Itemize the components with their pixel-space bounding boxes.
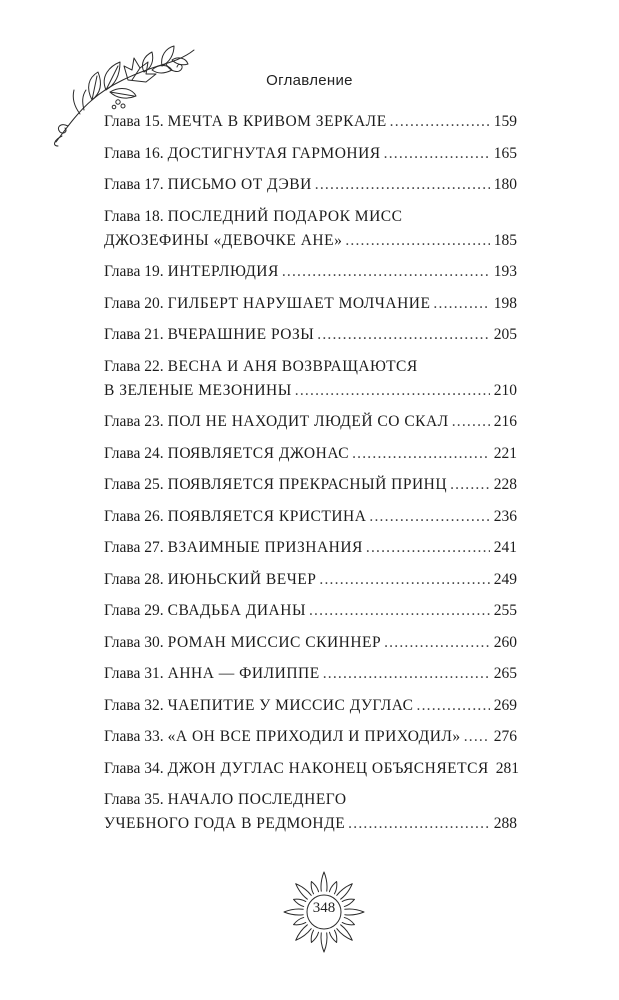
sun-ray	[321, 933, 327, 952]
chapter-label: Глава 31.	[104, 665, 164, 682]
chapter-title: ВЕСНА И АНЯ ВОЗВРАЩАЮТСЯ	[167, 357, 418, 375]
page-ref: 288	[493, 815, 517, 832]
chapter-title: НАЧАЛО ПОСЛЕДНЕГО	[167, 791, 347, 808]
sun-ray	[311, 882, 318, 894]
toc-entry-line	[104, 473, 517, 497]
sun-ray	[342, 917, 354, 924]
page-ref: 180	[493, 176, 517, 193]
dot-leader	[345, 229, 489, 253]
chapter-title: УЧЕБНОГО ГОДА В РЕДМОНДЕ	[104, 815, 346, 832]
toc-entry-line	[104, 355, 517, 379]
page-ref: 165	[493, 144, 517, 162]
toc-heading: Оглавление	[266, 72, 353, 89]
chapter-title: СВАДЬБА ДИАНЫ	[167, 602, 306, 619]
page-ref: 241	[493, 539, 517, 556]
toc-entry-line	[104, 292, 517, 316]
chapter-label: Глава 17.	[104, 176, 164, 193]
chapter-title: ПОЯВЛЯЕТСЯ ПРЕКРАСНЫЙ ПРИНЦ	[167, 476, 448, 493]
dot-leader	[282, 260, 490, 284]
dot-leader	[417, 694, 490, 718]
sun-ray	[294, 917, 306, 924]
chapter-title: ЧАЕПИТИЕ У МИССИС ДУГЛАС	[167, 696, 414, 714]
toc-entry-line	[104, 442, 517, 466]
toc-entry-line	[104, 788, 517, 812]
dot-leader	[452, 410, 490, 434]
toc-entry	[104, 173, 517, 197]
sun-ray	[329, 930, 336, 942]
toc-entry-line	[104, 260, 517, 284]
dot-leader	[384, 631, 490, 655]
toc-entry-line	[104, 173, 517, 197]
toc-entry	[104, 694, 517, 718]
dot-leader	[433, 292, 489, 316]
chapter-label: Глава 33.	[104, 728, 164, 745]
sun-ray	[337, 884, 352, 899]
dot-leader	[369, 505, 489, 529]
page-ref: 210	[493, 381, 517, 399]
chapter-label: Глава 27.	[104, 539, 164, 556]
chapter-title: ПОЛ НЕ НАХОДИТ ЛЮДЕЙ СО СКАЛ	[167, 413, 449, 430]
toc-entry-line	[104, 599, 517, 623]
page-ref: 228	[493, 476, 517, 493]
page-ref: 159	[493, 113, 517, 130]
toc-entry-line	[104, 229, 517, 253]
dot-leader	[384, 142, 490, 166]
toc-entry-line	[104, 110, 517, 134]
toc-entry	[104, 442, 517, 466]
page-ref: 249	[493, 570, 517, 588]
toc-entry-line	[104, 536, 517, 560]
toc-entry	[104, 355, 517, 403]
chapter-label: Глава 20.	[104, 294, 164, 312]
page-ref: 216	[493, 413, 517, 430]
dot-leader	[319, 568, 489, 592]
chapter-label: Глава 25.	[104, 476, 164, 493]
chapter-label: Глава 24.	[104, 444, 164, 462]
page-ref: 260	[493, 633, 517, 651]
chapter-label: Глава 21.	[104, 326, 164, 343]
chapter-title: В ЗЕЛЕНЫЕ МЕЗОНИНЫ	[104, 381, 292, 399]
toc-entry	[104, 323, 517, 347]
toc-entry-line	[104, 142, 517, 166]
dot-leader	[317, 323, 490, 347]
toc-entry-line	[104, 631, 517, 655]
chapter-label: Глава 34.	[104, 759, 164, 777]
chapter-title: ИНТЕРЛЮДИЯ	[167, 263, 279, 280]
page-ref: 269	[493, 696, 517, 714]
page-ref: 221	[493, 444, 517, 462]
table-of-contents	[104, 110, 520, 844]
chapter-label: Глава 32.	[104, 696, 164, 714]
chapter-title: ПОЯВЛЯЕТСЯ ДЖОНАС	[167, 444, 350, 462]
sun-ray	[296, 884, 311, 899]
toc-entry	[104, 110, 517, 134]
toc-entry-line	[104, 410, 517, 434]
page-ref: 236	[493, 507, 517, 525]
toc-entry	[104, 410, 517, 434]
toc-entry-line	[104, 505, 517, 529]
page-ref: 281	[495, 759, 520, 777]
sun-ray	[329, 882, 336, 894]
sun-ray	[321, 872, 327, 891]
dot-leader	[309, 599, 490, 623]
toc-entry	[104, 142, 517, 166]
sun-ray	[296, 925, 311, 940]
chapter-label: Глава 15.	[104, 113, 164, 130]
chapter-label: Глава 23.	[104, 413, 164, 430]
toc-entry	[104, 757, 520, 781]
dot-leader	[315, 173, 490, 197]
toc-entry	[104, 568, 517, 592]
chapter-label: Глава 29.	[104, 602, 164, 619]
dot-leader	[352, 442, 490, 466]
dot-leader	[348, 812, 490, 836]
chapter-title: ДЖОЗЕФИНЫ «ДЕВОЧКЕ АНЕ»	[104, 231, 343, 249]
toc-entry	[104, 205, 517, 253]
dot-leader	[323, 662, 490, 686]
chapter-title: ГИЛБЕРТ НАРУШАЕТ МОЛЧАНИЕ	[167, 294, 431, 312]
chapter-title: АННА — ФИЛИППЕ	[167, 665, 320, 682]
toc-entry	[104, 536, 517, 560]
toc-entry-line	[104, 662, 517, 686]
toc-entry	[104, 725, 517, 749]
page-ref: 265	[493, 665, 517, 682]
dot-leader	[295, 379, 490, 403]
chapter-label: Глава 16.	[104, 144, 164, 162]
toc-entry	[104, 788, 517, 836]
chapter-title: РОМАН МИССИС СКИННЕР	[167, 633, 382, 651]
page-ref: 193	[493, 263, 517, 280]
chapter-label: Глава 22.	[104, 357, 164, 375]
sun-ray	[311, 930, 318, 942]
chapter-title: ДЖОН ДУГЛАС НАКОНЕЦ ОБЪЯСНЯЕТСЯ	[167, 759, 489, 777]
toc-entry-line	[104, 379, 517, 403]
chapter-title: ПОСЛЕДНИЙ ПОДАРОК МИСС	[167, 207, 403, 225]
chapter-label: Глава 18.	[104, 207, 164, 225]
page-ref: 255	[493, 602, 517, 619]
toc-entry-line	[104, 694, 517, 718]
toc-entry-line	[104, 205, 517, 229]
dot-leader	[464, 725, 490, 749]
page-ref: 276	[493, 728, 517, 745]
chapter-label: Глава 28.	[104, 570, 164, 588]
chapter-title: МЕЧТА В КРИВОМ ЗЕРКАЛЕ	[167, 113, 387, 130]
sun-ray	[337, 925, 352, 940]
chapter-title: ВЗАИМНЫЕ ПРИЗНАНИЯ	[167, 539, 363, 556]
toc-entry-line	[104, 323, 517, 347]
toc-entry-line	[104, 812, 517, 836]
toc-entry-line	[104, 757, 520, 781]
toc-entry	[104, 599, 517, 623]
chapter-title: ВЧЕРАШНИЕ РОЗЫ	[167, 326, 315, 343]
chapter-label: Глава 35.	[104, 791, 164, 808]
page-ref: 185	[493, 231, 517, 249]
page-number: 348	[312, 900, 336, 916]
toc-entry	[104, 260, 517, 284]
toc-entry	[104, 505, 517, 529]
toc-entry	[104, 631, 517, 655]
chapter-title: «А ОН ВСЕ ПРИХОДИЛ И ПРИХОДИЛ»	[167, 728, 461, 745]
chapter-label: Глава 19.	[104, 263, 164, 280]
toc-entry-line	[104, 568, 517, 592]
chapter-title: ДОСТИГНУТАЯ ГАРМОНИЯ	[167, 144, 381, 162]
chapter-title: ИЮНЬСКИЙ ВЕЧЕР	[167, 570, 317, 588]
dot-leader	[366, 536, 490, 560]
toc-entry	[104, 662, 517, 686]
toc-entry-line	[104, 725, 517, 749]
chapter-title: ПОЯВЛЯЕТСЯ КРИСТИНА	[167, 507, 367, 525]
chapter-title: ПИСЬМО ОТ ДЭВИ	[167, 176, 312, 193]
toc-entry	[104, 292, 517, 316]
toc-entry	[104, 473, 517, 497]
page-ref: 198	[493, 294, 517, 312]
dot-leader	[450, 473, 490, 497]
page-ref: 205	[493, 326, 517, 343]
dot-leader	[390, 110, 490, 134]
chapter-label: Глава 30.	[104, 633, 164, 651]
chapter-label: Глава 26.	[104, 507, 164, 525]
